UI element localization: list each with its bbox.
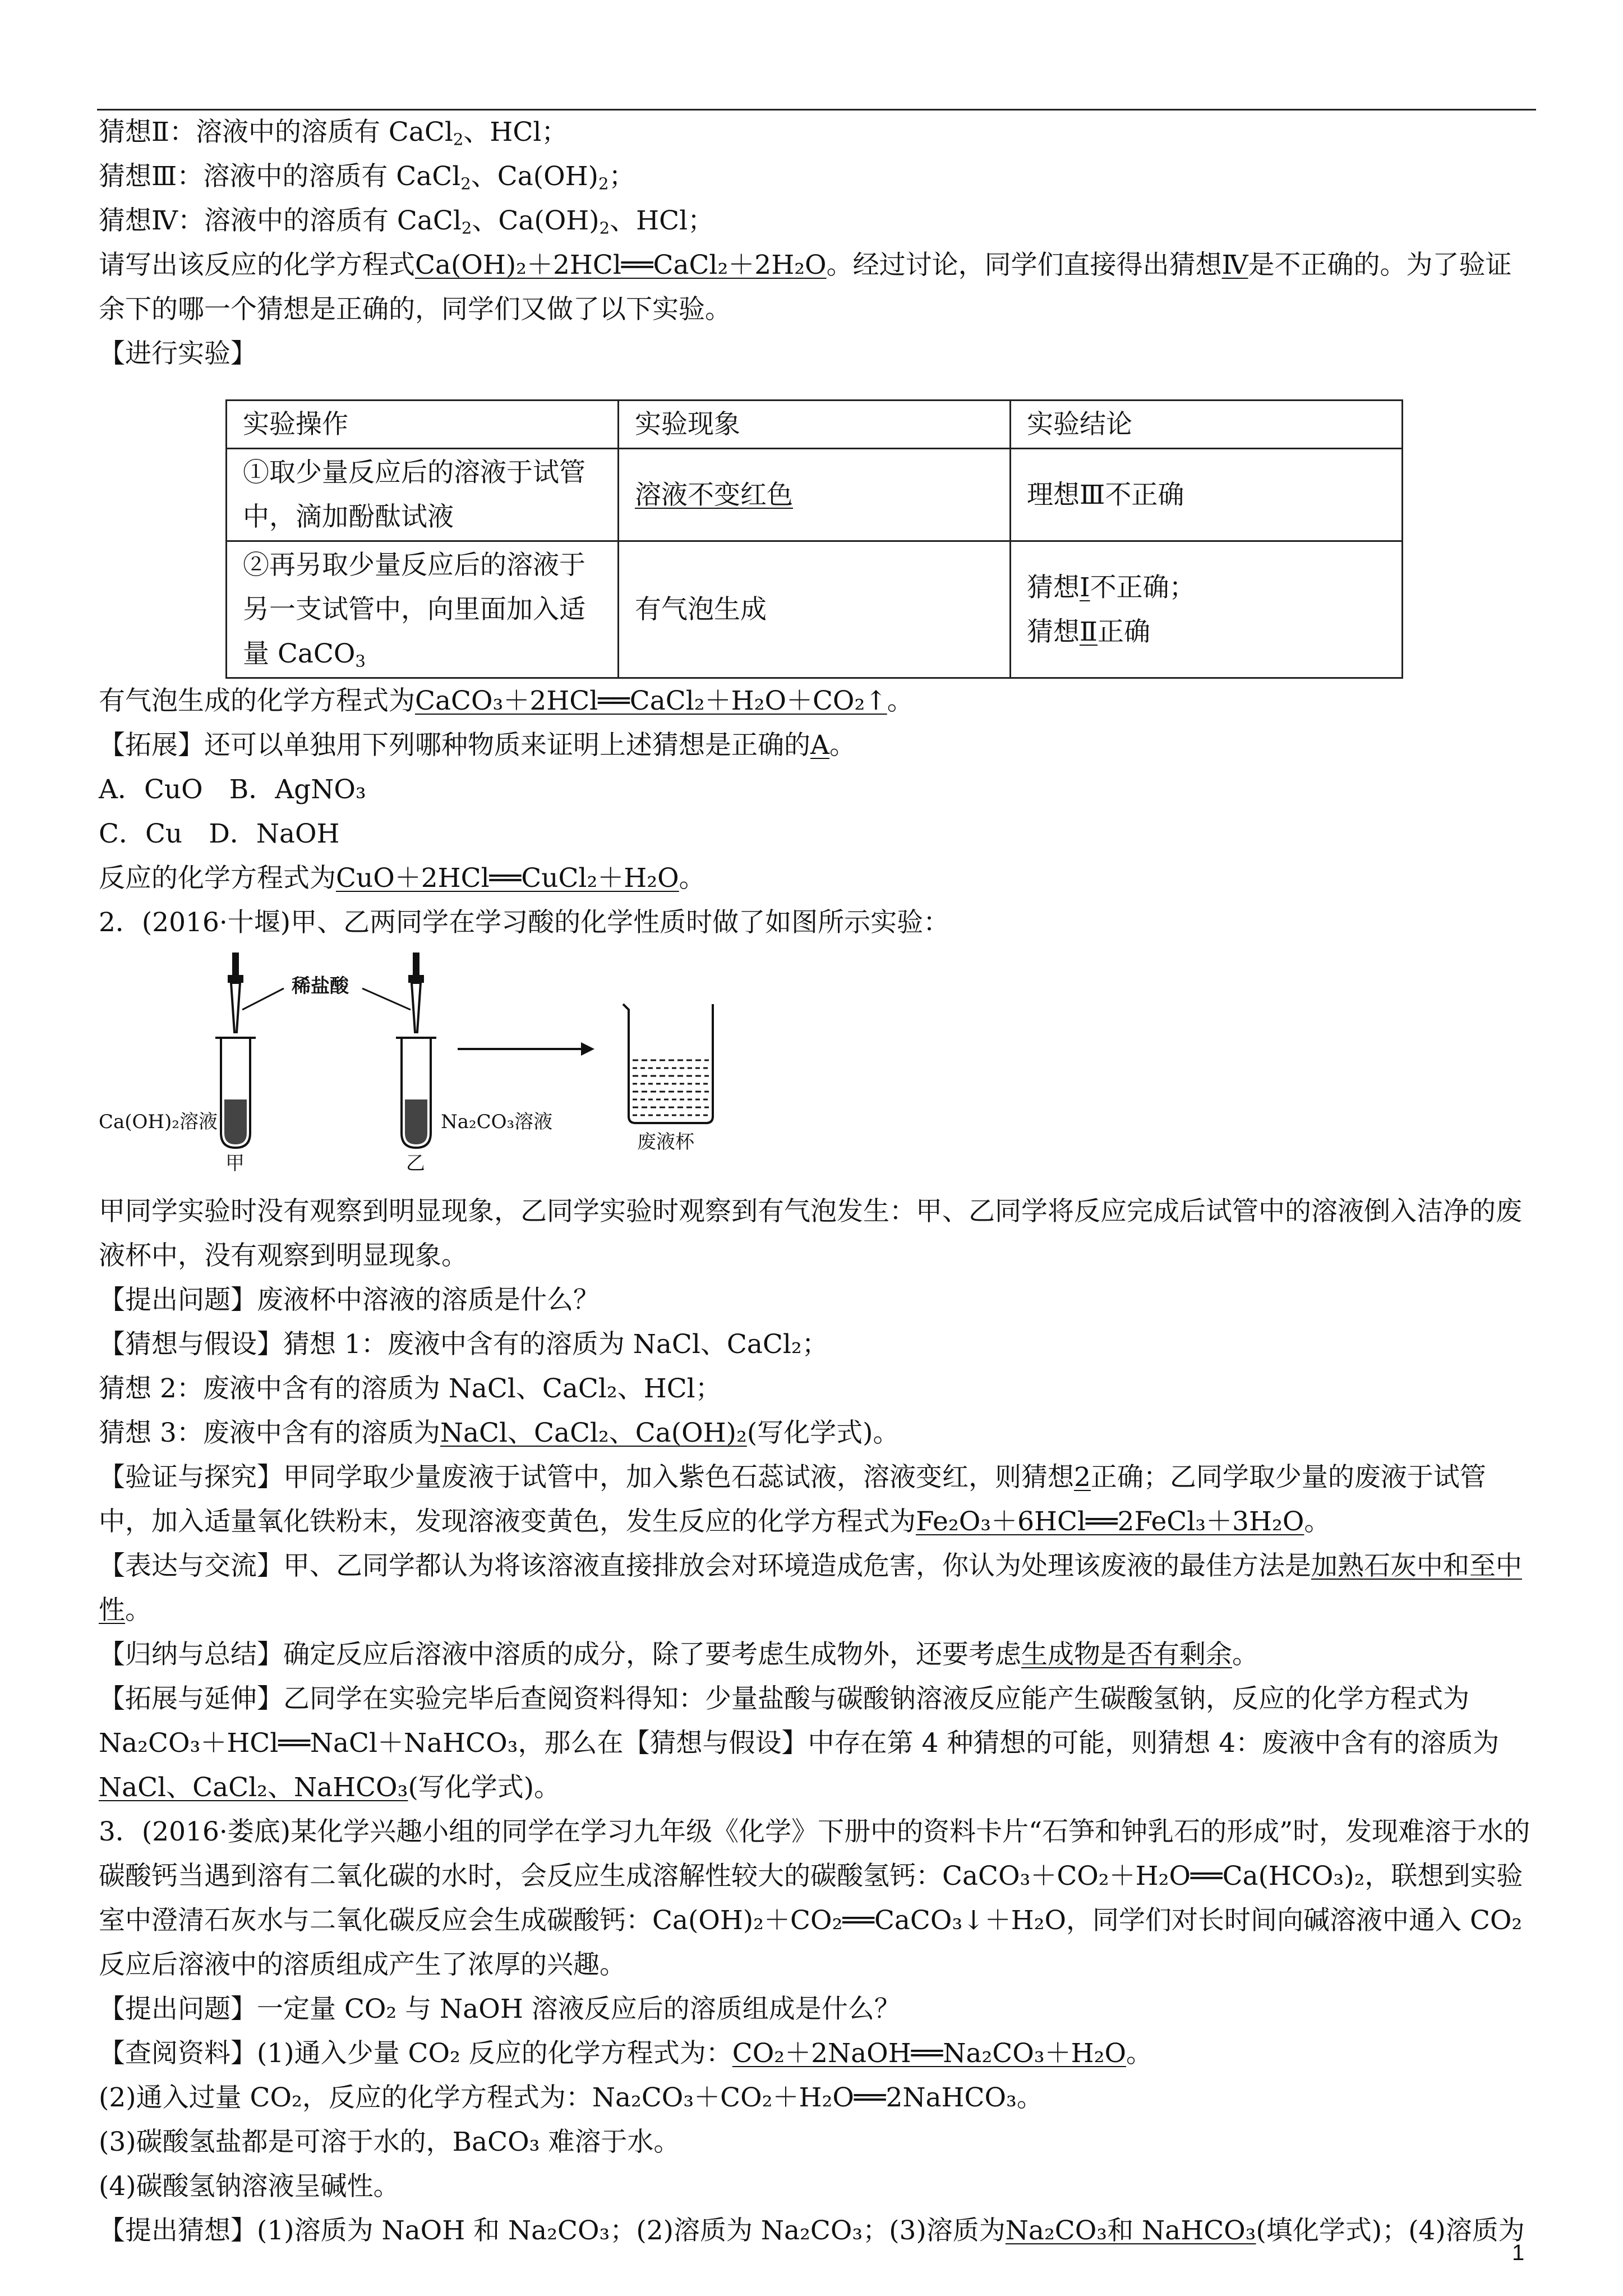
answer-blank: Ⅰ xyxy=(1080,572,1090,603)
table-cell xyxy=(619,449,1011,541)
text-line: (3)碳酸氢盐都是可溶于水的，BaCO₃ 难溶于水。 xyxy=(99,2127,680,2157)
text-line: 【拓展】还可以单独用下列哪种物质来证明上述猜想是正确的A。 xyxy=(99,730,856,761)
answer-blank: NaCl、CaCl₂、Ca(OH)₂ xyxy=(440,1418,747,1448)
text-line: 猜想 2：废液中含有的溶质为 NaCl、CaCl₂、HCl； xyxy=(99,1373,722,1404)
experiment-figure xyxy=(99,948,828,1184)
text-line: 【提出问题】废液杯中溶液的溶质是什么？ xyxy=(99,1285,600,1315)
text-line: 【查阅资料】(1)通入少量 CO₂ 反应的化学方程式为：CO₂＋2NaOH══Na₂CO₃＋H₂O。 xyxy=(99,2038,1152,2069)
answer-blank: 生成物是否有剩余 xyxy=(1021,1639,1232,1670)
question-title: 2．(2016·十堰)甲、乙两同学在学习酸的化学性质时做了如图所示实验： xyxy=(99,907,950,938)
document-body xyxy=(99,110,1534,2253)
text-line: 有气泡生成的化学方程式为CaCO₃＋2HCl══CaCl₂＋H₂O＋CO₂↑。 xyxy=(99,685,914,716)
page-number: 1 xyxy=(1512,2240,1525,2265)
text-paragraph: 【拓展与延伸】乙同学在实验完毕后查阅资料得知：少量盐酸与碳酸钠溶液反应能产生碳酸氢钠，反应的化学方程式为 Na₂CO₃＋HCl══NaCl＋NaHCO₃，那么在【猜想与假设】中存在第 4 种猜想的可能，则猜想 4：废液中含有的溶质为NaCl、CaCl₂、NaHCO₃(写化学式)。 xyxy=(99,1683,1500,1803)
answer-equation: CaCO₃＋2HCl══CaCl₂＋H₂O＋CO₂↑ xyxy=(415,685,887,716)
table-cell: 理想Ⅲ不正确 xyxy=(1011,449,1403,541)
test-tube-icon xyxy=(215,1038,256,1148)
answer-blank: NaCl、CaCl₂、NaHCO₃ xyxy=(99,1772,408,1803)
dropper-icon xyxy=(408,953,424,1032)
answer-blank: Ⅳ xyxy=(1221,250,1248,280)
beaker-label: 废液杯 xyxy=(637,1131,694,1153)
table-cell: ②再另取少量反应后的溶液于另一支试管中，向里面加入适量 CaCO$_3$ xyxy=(227,541,619,678)
answer-equation: Ca(OH)₂＋2HCl══CaCl₂＋2H₂O xyxy=(415,250,827,280)
table-header: 实验现象 xyxy=(619,401,1011,449)
answer-equation: CO₂＋2NaOH══Na₂CO₃＋H₂O xyxy=(732,2038,1126,2069)
arrow-right-icon xyxy=(458,1042,594,1056)
text-line: (4)碳酸氢钠溶液呈碱性。 xyxy=(99,2171,400,2202)
text-paragraph: 请写出该反应的化学方程式Ca(OH)₂＋2HCl══CaCl₂＋2H₂O。经过讨论，同学们直接得出猜想Ⅳ是不正确的。为了验证余下的哪一个猜想是正确的，同学们又做了以下实验。 xyxy=(99,250,1512,325)
text-line: 反应的化学方程式为CuO＋2HCl══CuCl₂＋H₂O。 xyxy=(99,863,706,894)
tube-label-yi: 乙 xyxy=(406,1152,425,1175)
tube-label-jia: 甲 xyxy=(225,1152,245,1175)
answer-blank: 加熟石灰中和至中性 xyxy=(99,1550,1522,1626)
option-line: C．Cu D．NaOH xyxy=(99,818,340,849)
table-header: 实验结论 xyxy=(1011,401,1403,449)
text-line: (2)通入过量 CO₂，反应的化学方程式为：Na₂CO₃＋CO₂＋H₂O══2NaHCO₃。 xyxy=(99,2082,1043,2113)
text-line: 猜想Ⅳ：溶液中的溶质有 CaCl$_2$、$Ca(OH)_2$、HCl； xyxy=(99,205,714,238)
apparatus-drawing xyxy=(99,948,828,1184)
text-paragraph: 甲同学实验时没有观察到明显现象，乙同学实验时观察到有气泡发生：甲、乙同学将反应完成后试管中的溶液倒入洁净的废液杯中，没有观察到明显现象。 xyxy=(99,1196,1522,1271)
experiment-table xyxy=(225,399,1403,679)
answer-equation: Fe₂O₃＋6HCl══2FeCl₃＋3H₂O xyxy=(916,1506,1304,1537)
beaker-icon xyxy=(623,1004,713,1123)
text-line: 猜想Ⅲ：溶液中的溶质有 CaCl$_2$、$Ca(OH)_2$； xyxy=(99,161,635,194)
text-paragraph: 【验证与探究】甲同学取少量废液于试管中，加入紫色石蕊试液，溶液变红，则猜想2正确；乙同学取少量的废液于试管中，加入适量氧化铁粉末，发现溶液变黄色，发生反应的化学方程式为Fe₂O₃＋6HCl══2FeCl₃＋3H₂O。 xyxy=(99,1462,1486,1537)
table-cell: 有气泡生成 xyxy=(619,541,1011,678)
text-line: 【猜想与假设】猜想 1：废液中含有的溶质为 NaCl、CaCl₂； xyxy=(99,1329,828,1360)
text-paragraph: 3．(2016·娄底)某化学兴趣小组的同学在学习九年级《化学》下册中的资料卡片“石笋和钟乳石的形成”时，发现难溶于水的碳酸钙当遇到溶有二氧化碳的水时，会反应生成溶解性较大的碳酸氢钙：CaCO₃＋CO₂＋H₂O══Ca(HCO₃)₂，联想到实验室中澄清石灰水与二氧化碳反应会生成碳酸钙：Ca(OH)₂＋CO₂══CaCO₃↓＋H₂O，同学们对长时间向碱溶液中通入 CO₂ 反应后溶液中的溶质组成产生了浓厚的兴趣。 xyxy=(99,1816,1530,1980)
text-line: 猜想Ⅱ：溶液中的溶质有 CaCl$_2$、HCl； xyxy=(99,117,568,149)
text-line: 【提出问题】一定量 CO₂ 与 NaOH 溶液反应后的溶质组成是什么？ xyxy=(99,1994,901,2024)
answer-blank: Ⅱ xyxy=(1080,616,1098,647)
text-line: 【提出猜想】(1)溶质为 NaOH 和 Na₂CO₃；(2)溶质为 Na₂CO₃；(3)溶质为Na₂CO₃和 NaHCO₃(填化学式)；(4)溶质为 xyxy=(99,2215,1525,2246)
text-line: 猜想 3：废液中含有的溶质为NaCl、CaCl₂、Ca(OH)₂(写化学式)。 xyxy=(99,1418,900,1448)
answer-blank: Na₂CO₃和 NaHCO₃ xyxy=(1005,2215,1256,2246)
acid-label: 稀盐酸 xyxy=(292,975,349,997)
test-tube-icon xyxy=(396,1038,436,1148)
table-cell: ①取少量反应后的溶液于试管中，滴加酚酞试液 xyxy=(227,449,619,541)
answer-equation: CuO＋2HCl══CuCl₂＋H₂O xyxy=(336,863,679,894)
option-line: A．CuO B．AgNO₃ xyxy=(99,774,366,805)
answer-blank: A xyxy=(810,730,829,761)
dropper-icon xyxy=(228,953,243,1032)
section-heading: 【进行实验】 xyxy=(99,338,257,369)
text-paragraph: 【表达与交流】甲、乙同学都认为将该溶液直接排放会对环境造成危害，你认为处理该废液的最佳方法是加熟石灰中和至中性。 xyxy=(99,1550,1522,1626)
table-cell: 猜想Ⅰ不正确； 猜想Ⅱ正确 xyxy=(1011,541,1403,678)
text-line: 【归纳与总结】确定反应后溶液中溶质的成分，除了要考虑生成物外，还要考虑生成物是否有剩余。 xyxy=(99,1639,1258,1670)
answer-blank: 溶液不变红色 xyxy=(635,479,793,510)
right-solution-label: Na₂CO₃溶液 xyxy=(441,1111,553,1133)
table-header: 实验操作 xyxy=(227,401,619,449)
left-solution-label: Ca(OH)₂溶液 xyxy=(99,1111,218,1133)
answer-blank: 2 xyxy=(1074,1462,1091,1493)
